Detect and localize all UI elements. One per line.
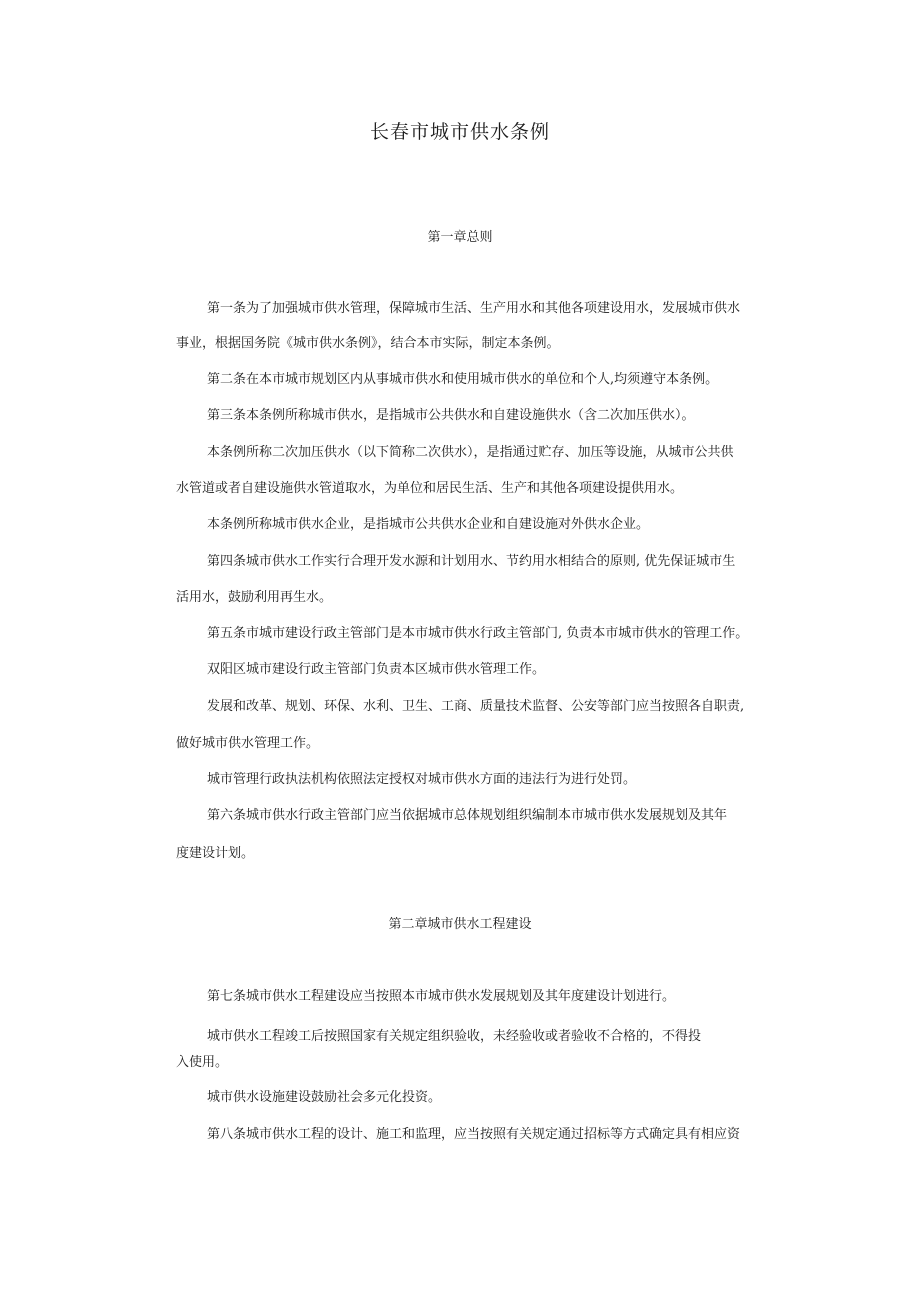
chapter-heading: 第一章总则: [427, 230, 493, 245]
paragraph-line: 城市管理行政执法机构依照法定授权对城市供水方面的违法行为进行处罚。: [207, 772, 637, 787]
paragraph-line: 第一条为了加强城市供水管理，保障城市生活、生产用水和其他各项建设用水，发展城市供水: [207, 301, 741, 316]
paragraph-line: 做好城市供水管理工作。: [176, 736, 320, 751]
paragraph-line: 第五条市城市建设行政主管部门是本市城市供水行政主管部门, 负责本市城市供水的管理工作。: [207, 626, 749, 641]
paragraph-line: 第二条在本市城市规划区内从事城市供水和使用城市供水的单位和个人,均须遵守本条例。: [207, 372, 719, 387]
paragraph-line: 度建设计划。: [176, 846, 255, 861]
paragraph-line: 第四条城市供水工作实行合理开发水源和计划用水、节约用水相结合的原则, 优先保证城市生: [207, 554, 736, 569]
paragraph-line: 城市供水工程竣工后按照国家有关规定组织验收，未经验收或者验收不合格的，不得投: [207, 1029, 702, 1044]
paragraph-line: 双阳区城市建设行政主管部门负责本区城市供水管理工作。: [207, 662, 546, 677]
paragraph-line: 第六条城市供水行政主管部门应当依据城市总体规划组织编制本市城市供水发展规划及其年: [207, 808, 728, 823]
paragraph-line: 第三条本条例所称城市供水，是指城市公共供水和自建设施供水（含二次加压供水）。: [207, 408, 695, 423]
document-title: 长春市城市供水条例: [369, 121, 550, 143]
paragraph-line: 本条例所称二次加压供水（以下简称二次供水），是指通过贮存、加压等设施，从城市公共供: [207, 445, 734, 460]
paragraph-line: 第七条城市供水工程建设应当按照本市城市供水发展规划及其年度建设计划进行。: [207, 989, 676, 1004]
paragraph-line: 第八条城市供水工程的设计、施工和监理，应当按照有关规定通过招标等方式确定具有相应资: [207, 1127, 741, 1142]
paragraph-line: 活用水，鼓励利用再生水。: [176, 590, 333, 605]
paragraph-line: 事业，根据国务院《城市供水条例》，结合本市实际，制定本条例。: [176, 336, 560, 351]
paragraph-line: 发展和改革、规划、环保、水利、卫生、工商、质量技术监督、公安等部门应当按照各自职责,: [207, 699, 745, 714]
paragraph-line: 城市供水设施建设鼓励社会多元化投资。: [207, 1090, 442, 1105]
paragraph-line: 本条例所称城市供水企业，是指城市公共供水企业和自建设施对外供水企业。: [207, 517, 650, 532]
paragraph-line: 入使用。: [176, 1055, 229, 1070]
chapter-heading: 第二章城市供水工程建设: [388, 917, 532, 932]
paragraph-line: 水管道或者自建设施供水管道取水，为单位和居民生活、生产和其他各项建设提供用水。: [176, 481, 684, 496]
